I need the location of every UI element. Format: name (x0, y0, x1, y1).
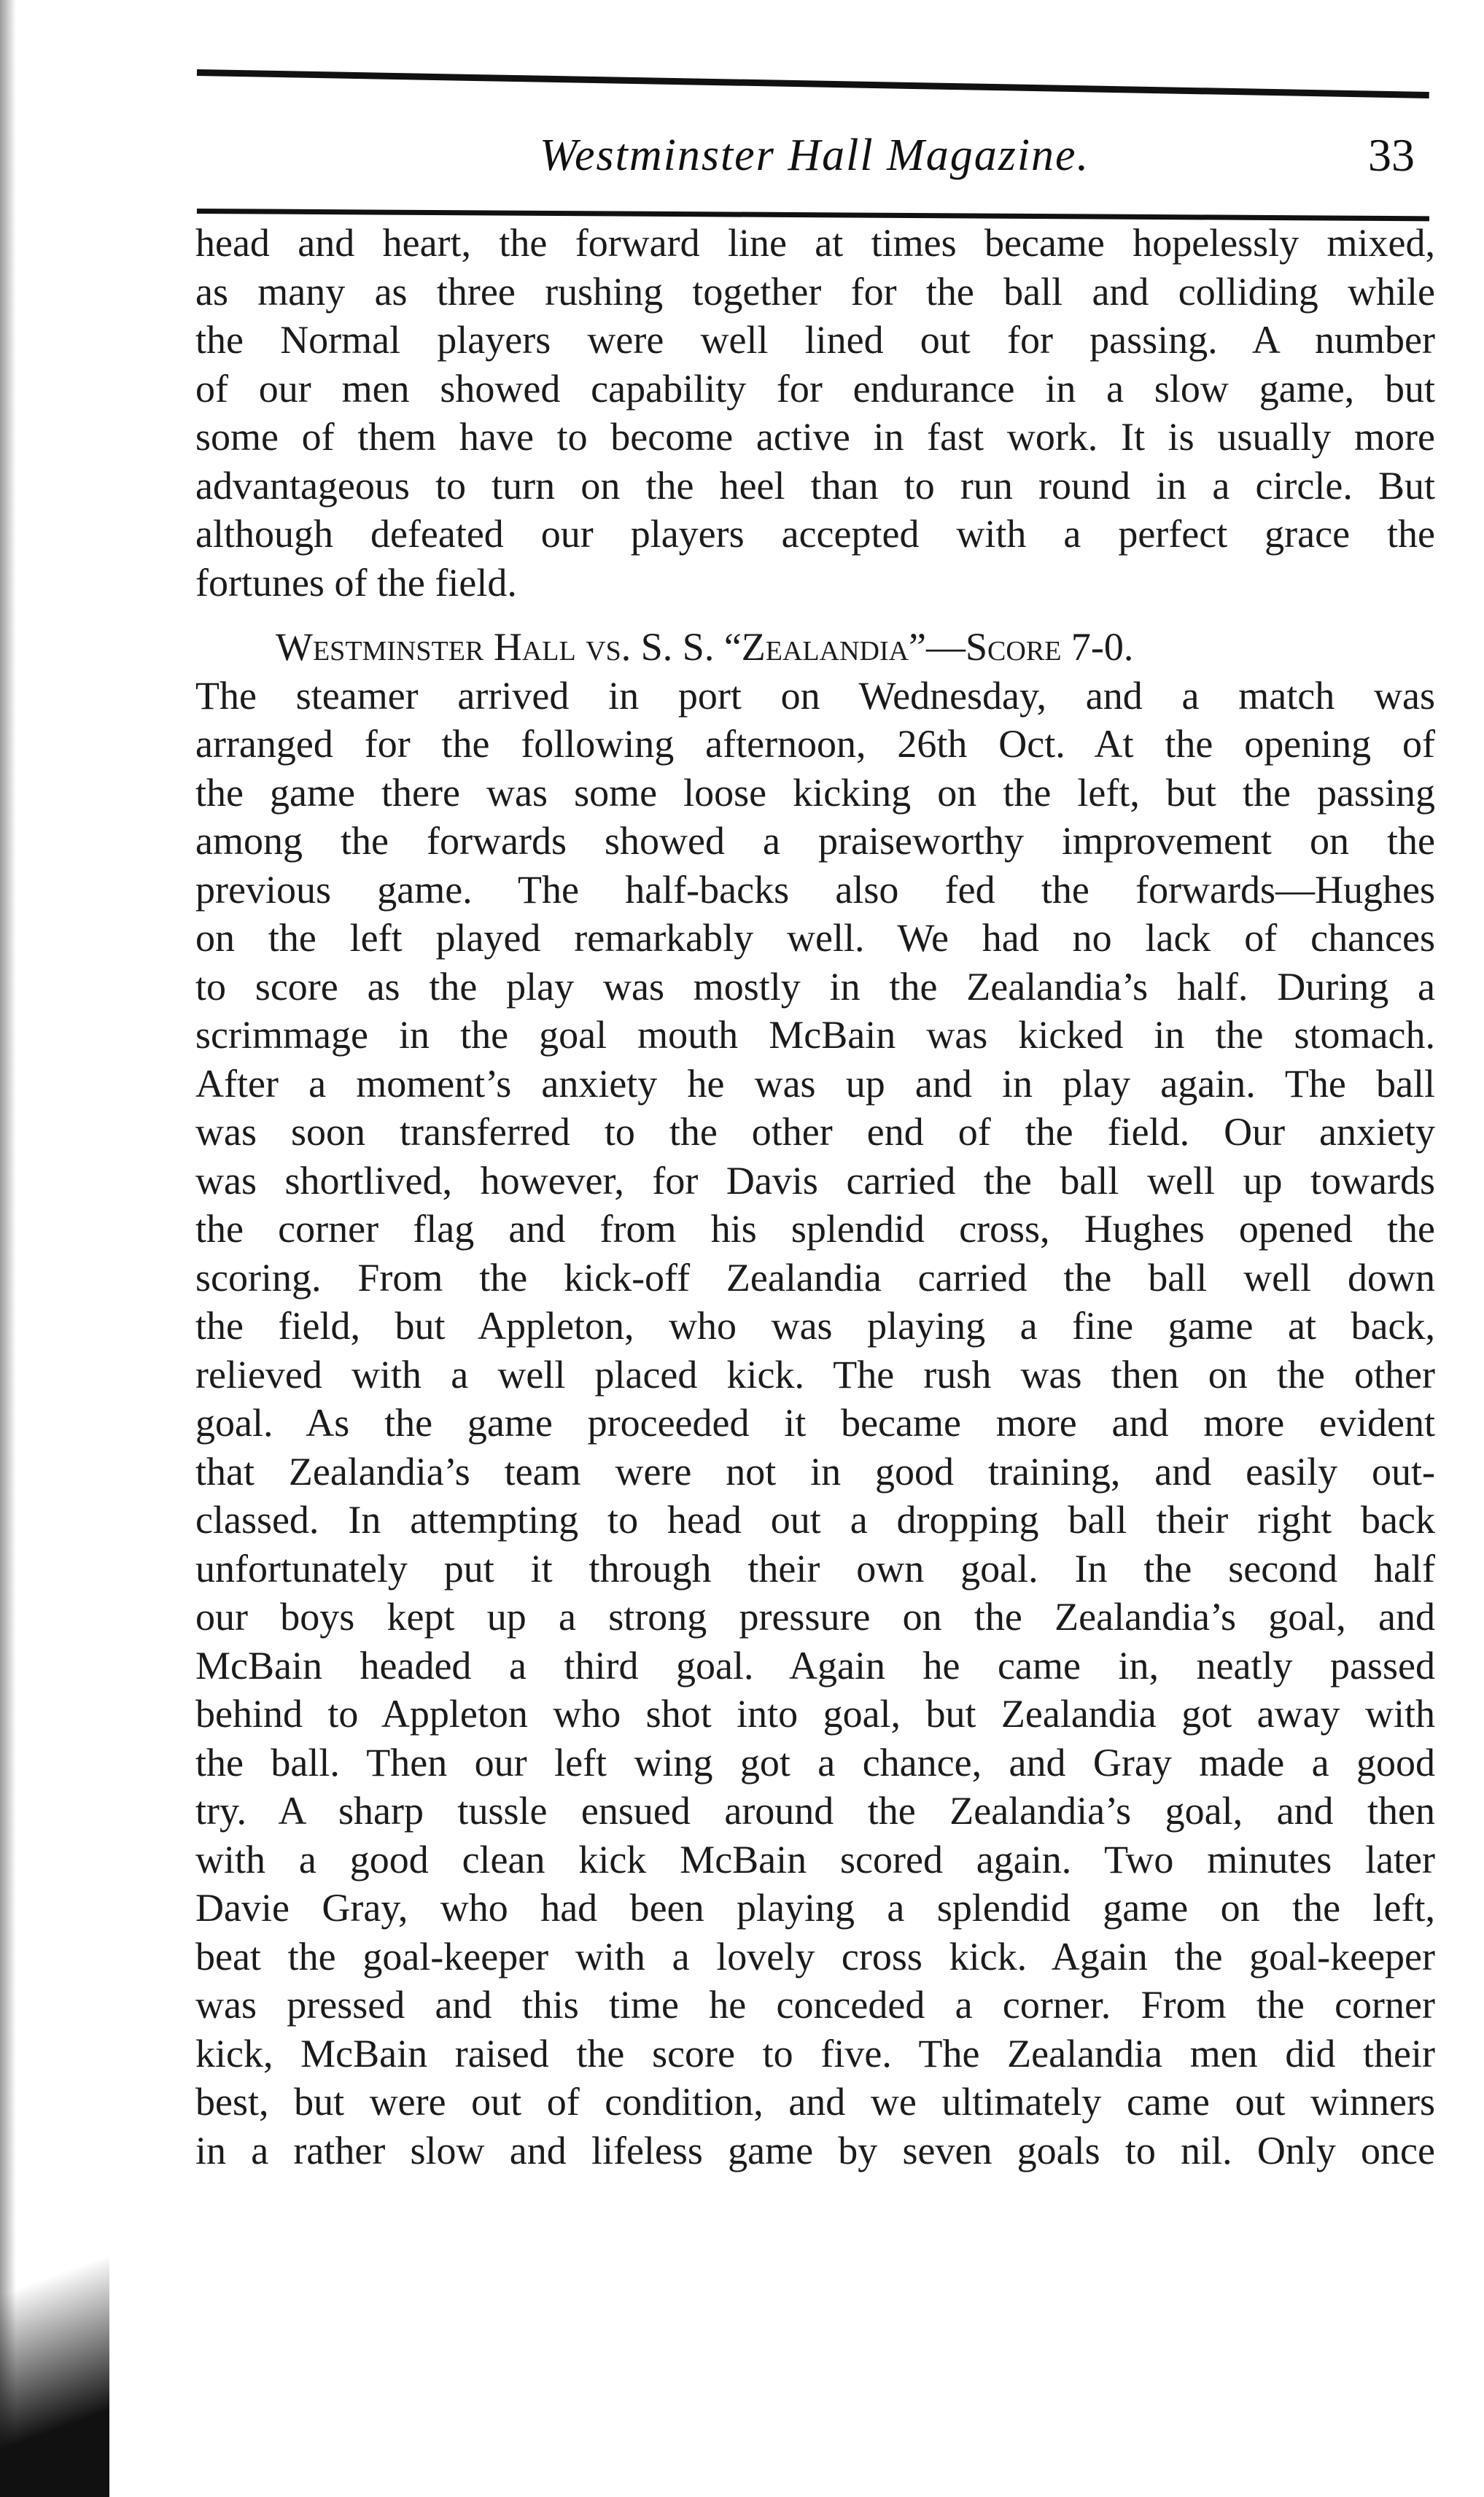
running-head (197, 123, 1429, 203)
text-line: previous game. The half-backs also fed the forwards—Hughes (195, 867, 1435, 912)
text-line: After a moment’s anxiety he was up and in play again. The ball (195, 1061, 1435, 1106)
text-line: kick, McBain raised the score to five. The Zealandia men did their (195, 2031, 1435, 2075)
text-line: unfortunately put it through their own goal. In the second half (195, 1546, 1435, 1591)
text-line: on the left played remarkably well. We had no lack of chances (195, 916, 1435, 960)
page-binding-edge (0, 0, 16, 2497)
text-line: McBain headed a third goal. Again he came in, neatly passed (195, 1643, 1435, 1688)
text-line: relieved with a well placed kick. The rush was then on the other (195, 1352, 1435, 1397)
text-line: although defeated our players accepted with a perfect grace the (195, 512, 1435, 556)
text-line: scrimmage in the goal mouth McBain was kicked in the stomach. (195, 1013, 1435, 1057)
text-line: beat the goal-keeper with a lovely cross kick. Again the goal-keeper (195, 1934, 1435, 1978)
text-line: scoring. From the kick-off Zealandia carried the ball well down (195, 1255, 1435, 1300)
text-line: classed. In attempting to head out a dropping ball their right back (195, 1498, 1435, 1542)
text-line: behind to Appleton who shot into goal, but Zealandia got away with (195, 1692, 1435, 1736)
match-heading (195, 623, 1435, 672)
text-line: of our men showed capability for endurance in a slow game, but (195, 366, 1435, 411)
text-line: among the forwards showed a praiseworthy improvement on the (195, 819, 1435, 863)
text-line: the field, but Appleton, who was playing a fine game at back, (195, 1304, 1435, 1348)
text-line: was pressed and this time he conceded a corner. From the corner (195, 1983, 1435, 2027)
text-line: goal. As the game proceeded it became more and more evident (195, 1401, 1435, 1445)
text-line: try. A sharp tussle ensued around the Zealandia’s goal, and then (195, 1789, 1435, 1833)
paragraph-gap (195, 607, 1435, 623)
text-line: the ball. Then our left wing got a chance, and Gray made a good (195, 1740, 1435, 1785)
text-line: Davie Gray, who had been playing a splendid game on the left, (195, 1886, 1435, 1930)
paragraph-1 (195, 219, 1435, 607)
text-line: the corner flag and from his splendid cross, Hughes opened the (195, 1207, 1435, 1251)
text-line: best, but were out of condition, and we ultimately came out winners (195, 2080, 1435, 2124)
text-line: some of them have to become active in fast work. It is usually more (195, 415, 1435, 459)
page-number: 33 (1368, 129, 1415, 181)
text-line: our boys kept up a strong pressure on the Zealandia’s goal, and (195, 1595, 1435, 1639)
header-rule-top (197, 69, 1429, 98)
paragraph-2 (195, 672, 1435, 2175)
text-line: to score as the play was mostly in the Zealandia’s half. During a (195, 964, 1435, 1009)
page-corner-shadow (0, 2191, 109, 2497)
magazine-title: Westminster Hall Magazine. (540, 131, 1090, 180)
text-line: with a good clean kick McBain scored again. Two minutes later (195, 1837, 1435, 1882)
text-line: advantageous to turn on the heel than to run round in a circle. But (195, 463, 1435, 508)
text-line: head and heart, the forward line at times became hopelessly mixed, (195, 221, 1435, 265)
text-line: fortunes of the field. (195, 560, 517, 605)
article-text (195, 219, 1435, 2175)
match-heading-text: Westminster Hall vs. S. S. “Zealandia”—Score 7-0. (276, 625, 1134, 669)
text-line: the game there was some loose kicking on the left, but the passing (195, 770, 1435, 815)
text-line: that Zealandia’s team were not in good training, and easily out- (195, 1449, 1435, 1494)
text-line: as many as three rushing together for the ball and colliding while (195, 269, 1435, 314)
text-line: the Normal players were well lined out for passing. A number (195, 318, 1435, 362)
text-line: arranged for the following afternoon, 26th Oct. At the opening of (195, 722, 1435, 766)
text-line: was shortlived, however, for Davis carried the ball well up towards (195, 1158, 1435, 1203)
text-line: in a rather slow and lifeless game by seven goals to nil. Only once (195, 2128, 1435, 2172)
text-line: The steamer arrived in port on Wednesday, and a match was (195, 673, 1435, 718)
text-line: was soon transferred to the other end of the field. Our anxiety (195, 1110, 1435, 1154)
